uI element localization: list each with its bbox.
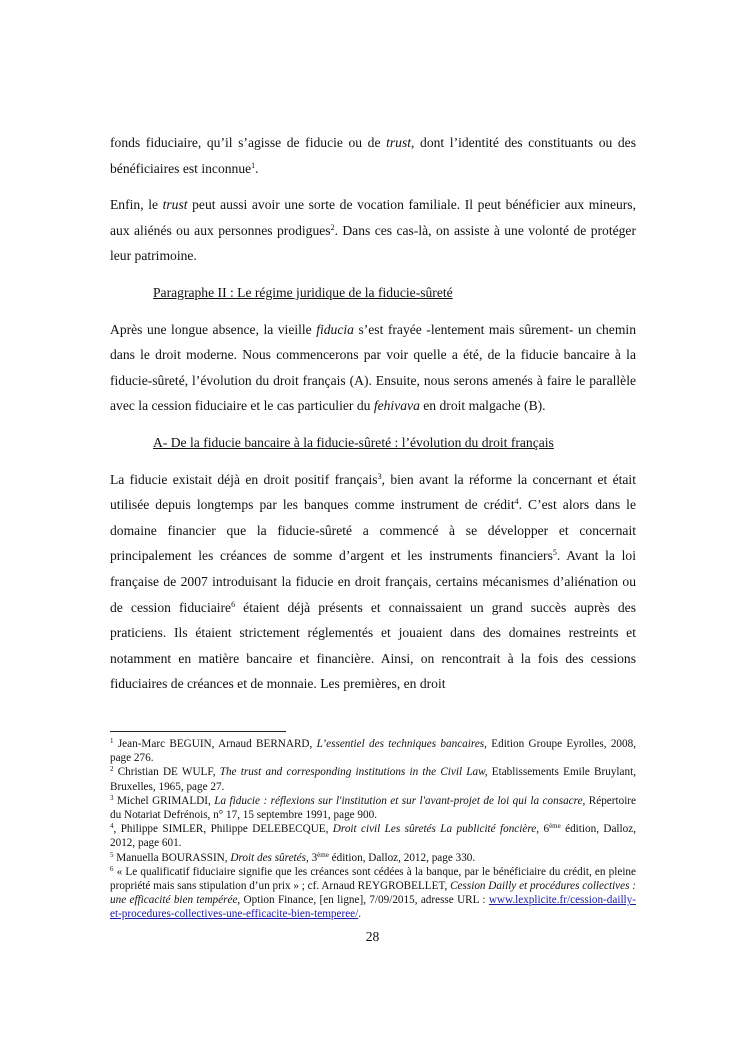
text-run: étaient déjà présents et connaissaient un grand succès auprès des praticiens. Ils étaient strictement réglementés et jouaient dans des domaines restreints et notamment en matière bancaire et financière. Ainsi, on rencontrait à la fois des cessions fiduciaires de créances et de monnaie. Les premières, en droit: [110, 599, 636, 692]
footnote-number: 3: [110, 793, 114, 802]
footnote-2: [110, 765, 636, 793]
footnote-title: Droit civil Les sûretés La publicité foncière,: [332, 823, 540, 836]
text-run: , Répertoire du Notariat Defrénois, n° 17, 15 septembre 1991, page 900.: [110, 794, 636, 822]
text-run: . C’est alors dans le domaine financier que la fiducie-sûreté a commencé à se développer et concernait principalement les créances de somme d’argent et les instruments financiers: [110, 497, 636, 564]
footnote-ref-3[interactable]: 3: [377, 471, 382, 481]
footnote-number: 2: [110, 765, 114, 774]
text-run: Michel GRIMALDI,: [113, 794, 215, 807]
footnote-ref-4[interactable]: 4: [514, 497, 519, 507]
paragraph-3: [110, 317, 636, 419]
text-run: édition, Dalloz, 2012, page 330.: [328, 851, 476, 864]
page-number: 28: [365, 929, 380, 944]
text-run: . Avant la loi française de 2007 introduisant la fiducie en droit français, certains mécanismes d’aliénation ou de cession fiduciaire: [110, 548, 637, 615]
italic-term: trust: [162, 197, 188, 213]
footnote-ref-6[interactable]: 6: [231, 599, 236, 609]
text-run: , Philippe SIMLER, Philippe DELEBECQUE,: [113, 823, 333, 836]
text-run: fonds fiduciaire, qu’il s’agisse de fiducie ou de: [110, 135, 387, 150]
text-run: s’est frayée -lentement mais sûrement- un chemin dans le droit moderne. Nous commencerons par voir quelle a été, de la fiducie bancaire à la fiducie-sûreté, l’évolution du droit français (A). Ensuite, nous serons amenés à faire le parallèle avec la cession fiduciaire et le cas particulier du: [110, 321, 636, 414]
italic-term: fiducia: [316, 321, 354, 337]
text-run: Option Finance, [en ligne], 7/09/2015, adresse URL :: [240, 894, 489, 907]
footnote-title: Cession Dailly et procédures collectives : une efficacité bien tempérée,: [110, 880, 636, 907]
body-text: [110, 130, 636, 708]
paragraph-1: [110, 130, 636, 181]
footnote-ref-1[interactable]: 1: [251, 160, 256, 170]
footnote-separator: [110, 731, 286, 732]
reference-link[interactable]: www.lexplicite.fr/cession-dailly-et-procedures-collectives-une-efficacite-bien-temperee/: [110, 894, 636, 921]
text-run: Etablissements Emile Bruylant, Bruxelles, 1965, page 27.: [110, 766, 636, 793]
text-run: Enfin, le: [110, 197, 163, 213]
ordinal-suffix: ème: [549, 822, 561, 831]
subsection-heading-a: A- De la fiducie bancaire à la fiducie-sûreté : l’évolution du droit français: [153, 434, 554, 450]
footnote-number: 4: [110, 822, 114, 831]
footnote-5: [110, 851, 636, 865]
footnote-4: [110, 822, 636, 850]
italic-term: trust: [386, 135, 412, 150]
text-run: La fiducie existait déjà en droit positif français: [110, 471, 378, 487]
footnote-1: [110, 737, 636, 765]
footnote-number: 1: [110, 737, 114, 745]
text-run: Jean-Marc BEGUIN, Arnaud BERNARD,: [113, 738, 317, 750]
section-heading-paragraphe-2: Paragraphe II : Le régime juridique de la fiducie-sûreté: [153, 284, 453, 300]
footnote-6: [110, 865, 636, 922]
footnote-number: 5: [110, 850, 114, 859]
text-run: « Le qualificatif fiduciaire signifie que les créances sont cédées à la banque, par le bénéficiaire du crédit, en pleine propriété mais sans stipulation d’un prix » ; cf. Arnaud REYGROBELLET,: [110, 865, 636, 893]
paragraph-4: [110, 467, 636, 697]
footnote-title: Droit des sûretés,: [230, 851, 309, 864]
text-run: .: [358, 908, 362, 921]
footnote-ref-5[interactable]: 5: [552, 548, 557, 558]
footnote-title: La fiducie : réflexions sur l'institution et sur l'avant-projet de loi qui la consacre: [214, 794, 583, 807]
text-run: en droit malgache (B).: [419, 398, 546, 414]
text-run: , Edition Groupe Eyrolles, 2008, page 276.: [110, 738, 637, 765]
text-run: Après une longue absence, la vieille: [110, 321, 317, 337]
text-run: peut aussi avoir une sorte de vocation familiale. Il peut bénéficier aux mineurs, aux aliénés ou aux personnes prodigues: [110, 197, 636, 238]
ordinal-suffix: ème: [317, 850, 329, 859]
text-run: . Dans ces cas-là, on assiste à une volonté de protéger leur patrimoine.: [110, 222, 636, 264]
text-run: .: [255, 160, 259, 176]
paragraph-2: [110, 192, 636, 269]
footnote-title: L’essentiel des techniques bancaires: [316, 738, 485, 750]
footnote-number: 6: [110, 864, 114, 873]
text-run: édition, Dalloz, 2012, page 601.: [110, 823, 637, 850]
text-run: , bien avant la réforme la concernant et était utilisée depuis longtemps par les banques comme instrument de crédit: [110, 471, 636, 513]
text-run: 6: [539, 823, 550, 836]
footnotes: [110, 737, 636, 922]
text-run: Christian DE WULF,: [113, 766, 220, 779]
footnote-3: [110, 794, 636, 822]
text-run: Manuella BOURASSIN,: [113, 851, 231, 864]
text-run: 3: [308, 851, 318, 864]
footnote-ref-2[interactable]: 2: [330, 222, 335, 232]
footnote-title: The trust and corresponding institutions in the Civil Law,: [219, 766, 488, 779]
text-run: , dont l’identité des constituants ou des bénéficiaires est inconnue: [110, 135, 636, 176]
italic-term: fehivava: [373, 398, 420, 414]
